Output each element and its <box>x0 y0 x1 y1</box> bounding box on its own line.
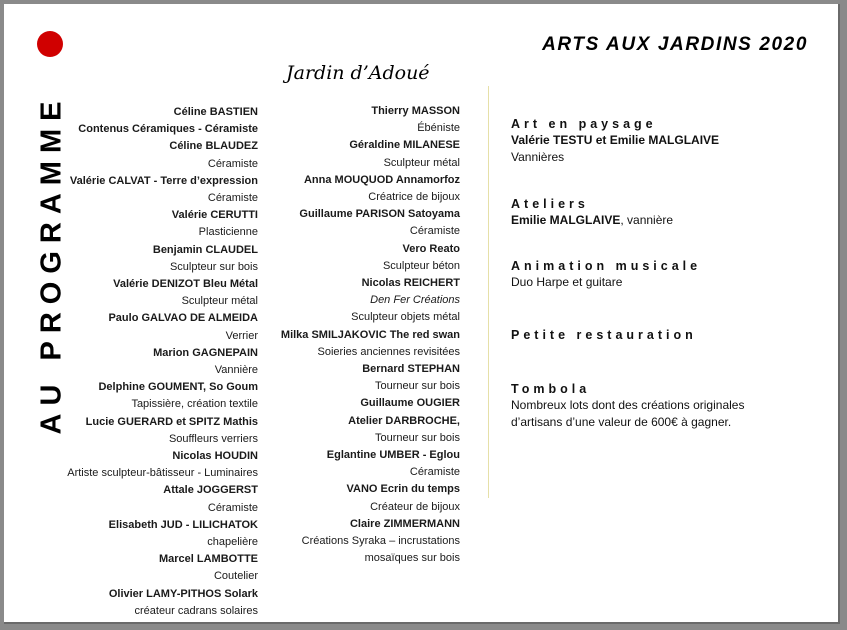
artist-name: Elisabeth JUD - LILICHATOK <box>108 518 258 531</box>
artist-name: VANO Ecrin du temps <box>346 483 460 496</box>
artist-name: Valérie DENIZOT Bleu Métal <box>113 278 258 291</box>
artist-role: Vannière <box>214 364 258 377</box>
artists-column-2 <box>230 103 460 567</box>
artist-name: Paulo GALVAO DE ALMEIDA <box>108 312 258 325</box>
artist-role: Créateur de bijoux <box>370 500 460 513</box>
artist-role: Verrier <box>225 329 258 342</box>
artist-role: Tapissière, création textile <box>131 398 258 411</box>
artist-name: Guillaume OUGIER <box>360 397 460 410</box>
artist-name: Céline BASTIEN <box>173 106 258 118</box>
artist-role: Céramiste <box>207 192 258 205</box>
artist-name: Valérie CERUTTI <box>171 209 258 222</box>
artist-name: Marcel LAMBOTTE <box>158 553 258 566</box>
artist-role: Sculpteur objets métal <box>351 311 460 324</box>
artist-role: chapelière <box>207 536 258 549</box>
artist-name: Milka SMILJAKOVIC The red swan <box>280 328 460 341</box>
artist-name: Nicolas HOUDIN <box>172 450 258 463</box>
section-tombola <box>511 381 744 431</box>
artist-role: Tourneur sur bois <box>375 431 460 444</box>
artist-name: Thierry MASSON <box>371 105 460 117</box>
artist-role: Céramiste <box>207 157 258 170</box>
artists-column-1 <box>28 104 258 620</box>
section-line <box>511 212 673 229</box>
section-petite-restauration <box>511 327 697 343</box>
artist-name: Olivier LAMY-PITHOS Solark <box>108 587 258 600</box>
section-line: Vannières <box>511 150 565 164</box>
artist-role: Créations Syraka – incrustations <box>301 535 460 548</box>
artist-name: Benjamin CLAUDEL <box>152 243 258 256</box>
artist-role: Plasticienne <box>198 226 258 239</box>
section-line: Nombreux lots dont des créations originales <box>511 398 745 412</box>
section-ateliers <box>511 196 673 229</box>
section-line: d’artisans d’une valeur de 600€ à gagner. <box>511 415 732 429</box>
artist-name: Guillaume PARISON Satoyama <box>299 208 460 221</box>
artist-name: Atelier DARBROCHE, <box>348 414 460 427</box>
artist-name: Attale JOGGERST <box>163 484 258 497</box>
ateliers-role: , vannière <box>620 213 674 227</box>
artist-name: Vero Reato <box>402 242 460 255</box>
artist-role: Céramiste <box>207 501 258 514</box>
section-title: Tombola <box>511 382 591 396</box>
section-title: Petite restauration <box>511 328 697 342</box>
artist-name: Nicolas REICHERT <box>361 277 460 290</box>
section-line: Valérie TESTU et Emilie MALGLAIVE <box>511 133 720 147</box>
artist-name: Claire ZIMMERMANN <box>349 517 460 530</box>
artist-role: Sculpteur métal <box>181 295 258 308</box>
artist-role: Sculpteur béton <box>382 259 460 272</box>
section-art-en-paysage <box>511 116 719 166</box>
section-animation-musicale <box>511 258 701 291</box>
page <box>4 4 840 624</box>
section-title: Art en paysage <box>511 117 657 131</box>
artist-role: Artiste sculpteur-bâtisseur - Luminaires <box>67 467 258 480</box>
section-title: Animation musicale <box>511 259 702 273</box>
artist-role: Céramiste <box>409 225 460 238</box>
artist-name: Marion GAGNEPAIN <box>153 346 258 359</box>
artist-role: Tourneur sur bois <box>375 380 460 393</box>
vertical-title: AU PROGRAMME <box>35 93 68 435</box>
artist-name: Anna MOUQUOD Annamorfoz <box>303 173 460 186</box>
page-title: ARTS AUX JARDINS 2020 <box>542 34 808 55</box>
artist-role: Souffleurs verriers <box>168 432 258 445</box>
artist-name: Lucie GUERARD et SPITZ Mathis <box>85 415 258 428</box>
artist-role: créateur cadrans solaires <box>134 604 258 617</box>
red-dot-icon <box>37 31 63 57</box>
artist-name: Eglantine UMBER - Eglou <box>326 449 460 462</box>
artist-role: Coutelier <box>213 570 258 583</box>
ateliers-name: Emilie MALGLAIVE <box>511 213 621 227</box>
artist-name: Céline BLAUDEZ <box>169 140 258 153</box>
artist-name: Géraldine MILANESE <box>349 139 460 152</box>
artist-role: Ébéniste <box>417 122 460 135</box>
section-title: Ateliers <box>511 197 589 211</box>
garden-title: Jardin d’Adoué <box>286 62 430 84</box>
artist-role: Sculpteur sur bois <box>169 260 258 273</box>
artist-name: Bernard STEPHAN <box>362 363 460 376</box>
column-divider <box>488 86 489 498</box>
section-line: Duo Harpe et guitare <box>511 275 623 289</box>
artist-role: Créatrice de bijoux <box>368 191 460 204</box>
artist-name: Valérie CALVAT - Terre d’expression <box>69 174 258 187</box>
artist-name: Contenus Céramiques - Céramiste <box>78 123 258 136</box>
artist-role: Sculpteur métal <box>383 156 460 169</box>
artist-role: Céramiste <box>409 466 460 479</box>
artist-role: mosaïques sur bois <box>364 552 460 565</box>
artist-role: Soieries anciennes revisitées <box>317 345 460 358</box>
artist-name: Delphine GOUMENT, So Goum <box>98 381 258 394</box>
artist-role: Den Fer Créations <box>370 294 460 307</box>
